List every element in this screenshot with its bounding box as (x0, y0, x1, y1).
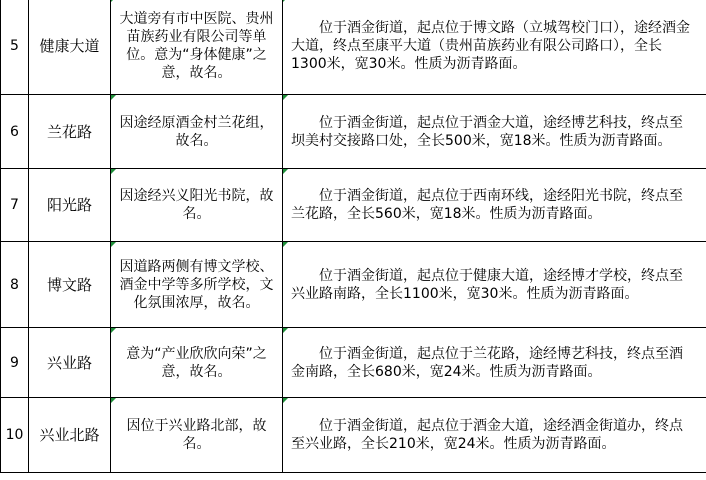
name-origin-text: 因位于兴业路北部，故名。 (126, 418, 267, 452)
row-number-cell[interactable]: 9 (1, 328, 29, 398)
road-name-cell[interactable]: 博文路 (29, 242, 111, 328)
table-row (1, 328, 706, 398)
road-description-cell[interactable] (283, 95, 706, 169)
table-row (1, 0, 706, 95)
cell-comment-marker (111, 242, 116, 247)
table-row (1, 398, 706, 473)
cell-comment-marker (283, 398, 288, 403)
cell-comment-marker (283, 169, 288, 174)
table-row (1, 169, 706, 242)
road-name-cell[interactable]: 兴业路 (29, 328, 111, 398)
road-description-text: 位于酒金街道，起点位于兰花路，途经博艺科技，终点至酒金南路，全长680米，宽24米。性质为沥青路面。 (291, 345, 683, 380)
road-name-cell[interactable]: 阳光路 (29, 169, 111, 242)
road-description-text: 位于酒金街道，起点位于西南环线，途经阳光书院，终点至兰花路，全长560米，宽18米。性质为沥青路面。 (291, 188, 683, 222)
road-description-text: 位于酒金街道，起点位于博文路（立城驾校门口），途经酒金大道，终点至康平大道（贵州苗族药业有限公司路口），全长1300米，宽30米。性质为沥青路面。 (291, 19, 690, 72)
cell-comment-marker (111, 328, 116, 333)
cell-comment-marker (111, 169, 116, 174)
table-row (1, 242, 706, 328)
row-number-cell[interactable]: 8 (1, 242, 29, 328)
name-origin-text: 因途经兴义阳光书院，故名。 (119, 188, 274, 222)
road-description-cell[interactable] (283, 398, 706, 473)
row-number-cell[interactable]: 5 (1, 0, 29, 95)
row-number-cell[interactable]: 10 (1, 398, 29, 473)
road-description-cell[interactable] (283, 0, 706, 95)
name-origin-cell[interactable] (111, 169, 283, 242)
cell-comment-marker (111, 398, 116, 403)
road-name-cell[interactable]: 健康大道 (29, 0, 111, 95)
name-origin-cell[interactable] (111, 242, 283, 328)
name-origin-text: 因道路两侧有博文学校、酒金中学等多所学校，文化氛围浓厚，故名。 (119, 258, 274, 311)
road-description-cell[interactable] (283, 328, 706, 398)
cell-comment-marker (111, 95, 116, 100)
road-description-text: 位于酒金街道，起点位于酒金大道，途经酒金街道办，终点至兴业路，全长210米，宽24米。性质为沥青路面。 (291, 418, 683, 452)
road-description-text: 位于酒金街道，起点位于健康大道，途经博才学校，终点至兴业路南路，全长1100米，宽30米。性质为沥青路面。 (291, 267, 683, 302)
name-origin-cell[interactable] (111, 328, 283, 398)
row-number-cell[interactable]: 6 (1, 95, 29, 169)
name-origin-text: 因途经原酒金村兰花组，故名。 (119, 114, 274, 149)
road-description-text: 位于酒金街道，起点位于酒金大道，途经博艺科技，终点至坝美村交接路口处，全长500米，宽18米。性质为沥青路面。 (291, 114, 683, 149)
road-description-cell[interactable] (283, 169, 706, 242)
cell-comment-marker (111, 0, 116, 2)
row-number-cell[interactable]: 7 (1, 169, 29, 242)
name-origin-text: 大道旁有市中医院、贵州苗族药业有限公司等单位。意为“身体健康”之意，故名。 (119, 10, 274, 81)
name-origin-cell[interactable] (111, 398, 283, 473)
table-row (1, 95, 706, 169)
cell-comment-marker (283, 328, 288, 333)
cell-comment-marker (283, 0, 288, 2)
cell-comment-marker (283, 95, 288, 100)
road-name-cell[interactable]: 兴业北路 (29, 398, 111, 473)
name-origin-text: 意为“产业欣欣向荣”之意，故名。 (126, 345, 267, 380)
road-name-cell[interactable]: 兰花路 (29, 95, 111, 169)
name-origin-cell[interactable] (111, 0, 283, 95)
cell-comment-marker (283, 242, 288, 247)
name-origin-cell[interactable] (111, 95, 283, 169)
road-description-cell[interactable] (283, 242, 706, 328)
